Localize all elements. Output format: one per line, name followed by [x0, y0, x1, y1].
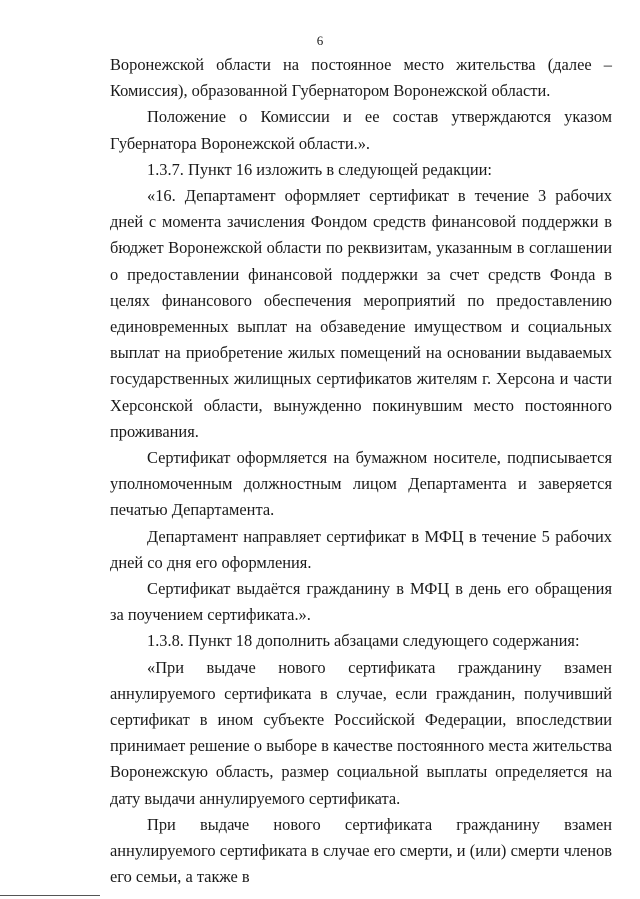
footer-divider [0, 895, 100, 896]
paragraph-certificate-issue: Сертификат выдаётся гражданину в МФЦ в день его обращения за поучением сертификата.». [110, 579, 612, 625]
paragraph-continuation: Воронежской области на постоянное место жительства (далее – Комиссия), образованной Губернатором Воронежской области. [110, 55, 612, 101]
paragraph-certificate-mfc: Департамент направляет сертификат в МФЦ в течение 5 рабочих дней со дня его оформления. [110, 526, 612, 572]
paragraph-item-1-3-7: 1.3.7. Пункт 16 изложить в следующей редакции: [147, 159, 492, 179]
paragraph-commission-regulation: Положение о Комиссии и ее состав утверждаются указом Губернатора Воронежской области.». [110, 107, 612, 153]
paragraph-new-certificate-death: При выдаче нового сертификата гражданину взамен аннулируемого сертификата в случае его смерти, и (или) смерти членов его семьи, а также в [110, 814, 612, 887]
page-number: 6 [316, 33, 324, 48]
paragraph-certificate-paper: Сертификат оформляется на бумажном носителе, подписывается уполномоченным должностным лицом Департамента и заверяется печатью Департамента. [110, 448, 612, 520]
paragraph-point-16: «16. Департамент оформляет сертификат в течение 3 рабочих дней с момента зачисления Фондом средств финансовой поддержки в бюджет Воронежской области по реквизитам, указанным в соглашении о предоставлении финансовой поддержки за счет средств Фонда в целях финансового обеспечения мероприятий по предоставлению единовременных выплат на обзаведение имуществом и социальных выплат на приобретение жилых помещений на основании выдаваемых государственных жилищных сертификатов жителям г. Херсона и части Херсонской области, вынужденно покинувшим место постоянного проживания. [110, 186, 612, 441]
paragraph-item-1-3-8: 1.3.8. Пункт 18 дополнить абзацами следующего содержания: [147, 631, 580, 651]
document-body [110, 52, 612, 891]
paragraph-new-certificate-region: «При выдаче нового сертификата гражданину взамен аннулируемого сертификата в случае, если гражданин, получивший сертификат в ином субъекте Российской Федерации, впоследствии принимает решение о выборе в качестве постоянного места жительства Воронежскую область, размер социальной выплаты определяется на дату выдачи аннулируемого сертификата. [110, 657, 612, 808]
